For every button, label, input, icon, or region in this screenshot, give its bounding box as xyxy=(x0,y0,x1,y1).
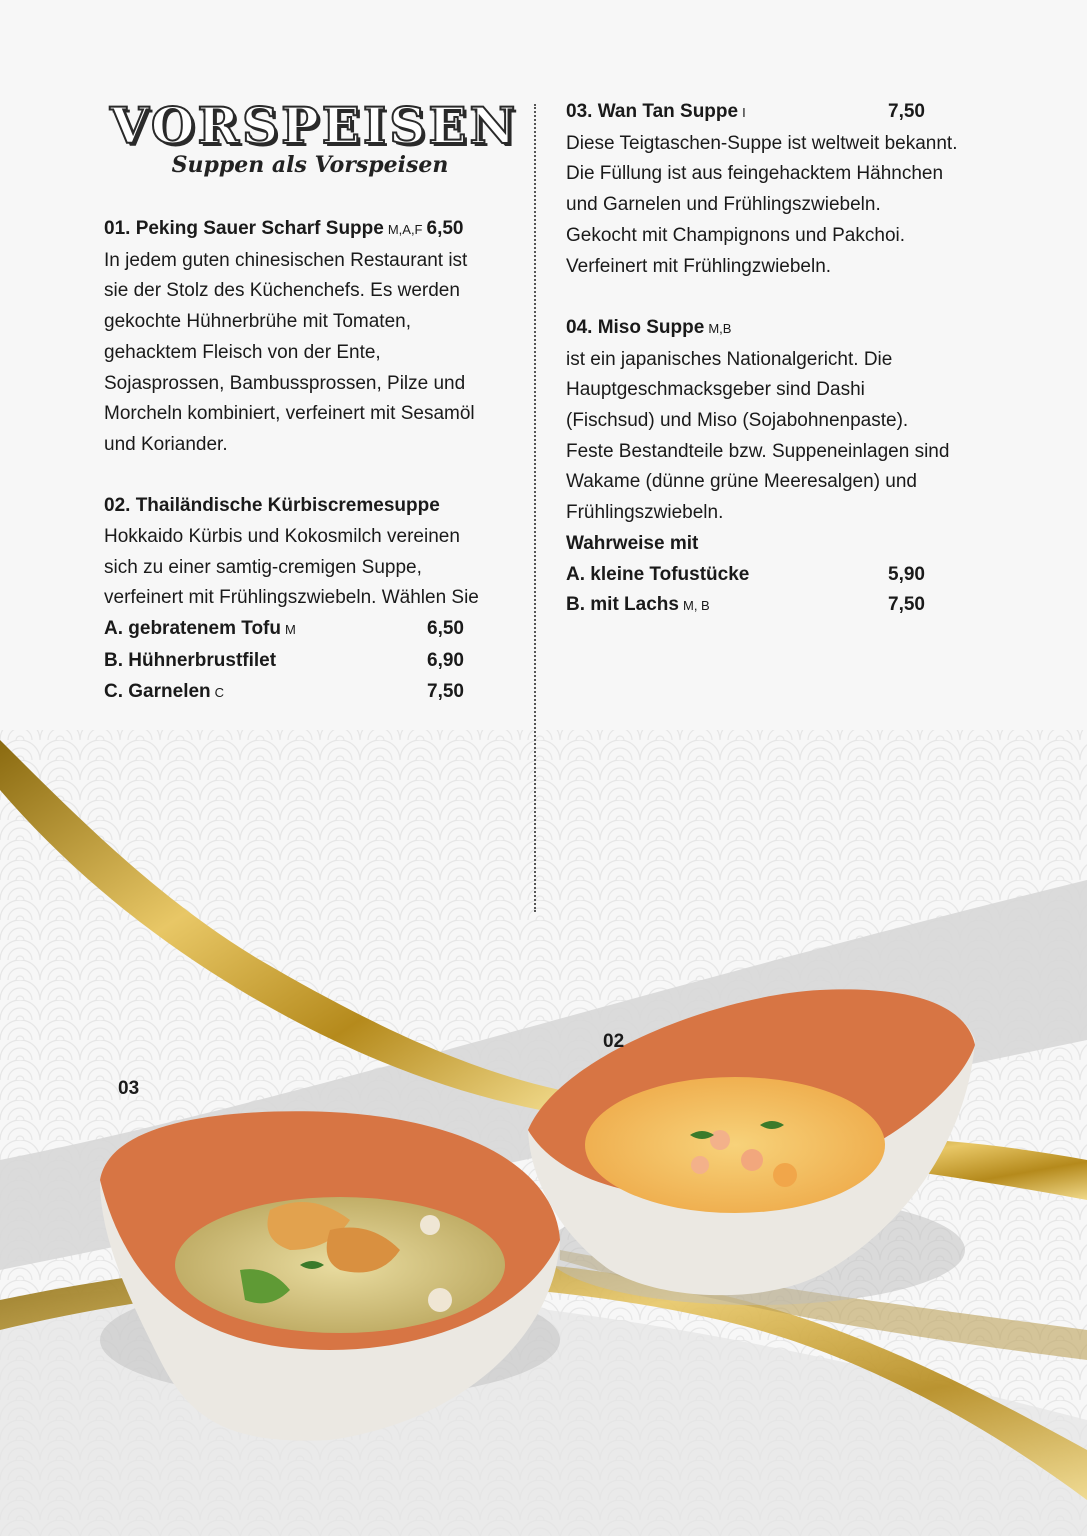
dish-02-option-b xyxy=(104,646,514,677)
option-price: 6,90 xyxy=(427,649,464,671)
option-allergens: C xyxy=(214,684,225,700)
column-divider xyxy=(534,104,536,912)
dish-04-choice-label: Wahrweise mit xyxy=(566,532,699,554)
dish-01-price: 6,50 xyxy=(426,218,464,239)
page-subtitle: Suppen als Vorspeisen xyxy=(171,152,449,178)
option-price: 6,50 xyxy=(427,618,464,640)
dish-04-allergens: M,B xyxy=(708,320,732,336)
dish-04-description-line: (Fischsud) und Miso (Sojabohnenpaste). xyxy=(566,410,909,432)
dish-01-name: 01. Peking Sauer Scharf Suppe xyxy=(104,218,384,239)
dish-01-heading xyxy=(104,214,514,246)
dish-01-description-line: In jedem guten chinesischen Restaurant ist xyxy=(104,249,468,271)
dish-02-description-line: Hokkaido Kürbis und Kokosmilch vereinen xyxy=(104,526,460,548)
option-price: 5,90 xyxy=(888,563,925,585)
page-title: VORSPEISEN xyxy=(110,96,519,155)
option-label: B. mit Lachs xyxy=(566,594,679,616)
option-label: A. gebratenem Tofu xyxy=(104,618,281,640)
option-label: B. Hühnerbrustfilet xyxy=(104,649,277,671)
right-menu-column xyxy=(566,97,1006,622)
dish-03-heading xyxy=(566,97,1006,129)
dish-01-description-line: sie der Stolz des Küchenchefs. Es werden xyxy=(104,280,460,302)
dish-04-description-line: Wakame (dünne grüne Meeresalgen) und xyxy=(566,471,917,493)
dish-02-name: 02. Thailändische Kürbiscremesuppe xyxy=(104,495,440,517)
dish-03-description-line: Verfeinert mit Frühlingzwiebeln. xyxy=(566,255,832,277)
dish-03-name: 03. Wan Tan Suppe xyxy=(566,101,739,122)
option-price: 7,50 xyxy=(888,594,925,616)
dish-04-heading xyxy=(566,313,1006,345)
left-menu-column xyxy=(104,214,514,708)
photo-label-02: 02 xyxy=(603,1031,625,1052)
dish-03-description-line: Gekocht mit Champignons und Pakchoi. xyxy=(566,224,906,246)
dish-01-description-line: Morcheln kombiniert, verfeinert mit Sesamöl xyxy=(104,403,475,425)
option-price: 7,50 xyxy=(427,680,464,702)
option-label: C. Garnelen xyxy=(104,680,211,702)
dish-03-allergens: I xyxy=(742,105,746,120)
dish-02-description-line: verfeinert mit Frühlingszwiebeln. Wählen Sie xyxy=(104,587,479,609)
dish-01-description-line: und Koriander. xyxy=(104,433,228,455)
dish-04-option-b xyxy=(566,590,1006,622)
dish-02-option-c xyxy=(104,677,514,709)
dish-02-description-line: sich zu einer samtig-cremigen Suppe, xyxy=(104,556,422,578)
dish-04-name: 04. Miso Suppe xyxy=(566,316,705,338)
dish-03-price: 7,50 xyxy=(888,101,925,122)
dish-04-description-line: Feste Bestandteile bzw. Suppeneinlagen sind xyxy=(566,440,950,462)
dish-01-description-line: gekochte Hühnerbrühe mit Tomaten, xyxy=(104,311,411,333)
photo-label-03: 03 xyxy=(118,1078,140,1099)
dish-04-description-line: ist ein japanisches Nationalgericht. Die xyxy=(566,348,893,370)
option-allergens: M, B xyxy=(682,598,710,614)
dish-03-description-line: Die Füllung ist aus feingehacktem Hähnchen xyxy=(566,163,944,185)
dish-04-description-line: Frühlingszwiebeln. xyxy=(566,502,724,524)
dish-03-description-line: und Garnelen und Frühlingszwiebeln. xyxy=(566,194,881,216)
dish-01-allergens: M,A,F xyxy=(387,222,423,237)
dish-01-description-line: gehacktem Fleisch von der Ente, xyxy=(104,341,381,363)
dish-01-description-line: Sojasprossen, Bambussprossen, Pilze und xyxy=(104,372,466,394)
dish-04-description-line: Hauptgeschmacksgeber sind Dashi xyxy=(566,379,865,401)
dish-02-option-a xyxy=(104,614,514,646)
option-label: A. kleine Tofustücke xyxy=(566,563,750,585)
dish-03-description-line: Diese Teigtaschen-Suppe ist weltweit bekannt. xyxy=(566,132,958,154)
option-allergens: M xyxy=(285,622,296,638)
dish-04-option-a xyxy=(566,560,1006,591)
